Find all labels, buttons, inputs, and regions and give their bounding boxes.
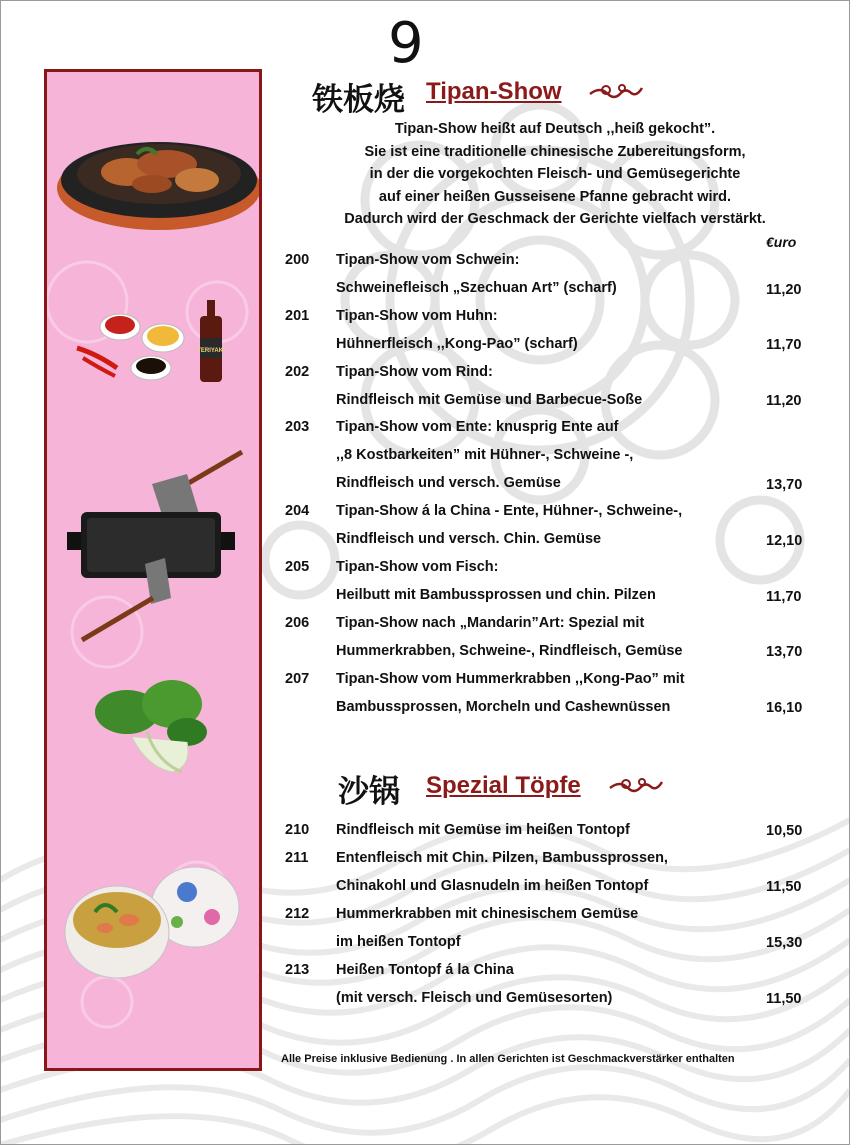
item-price: 12,10 xyxy=(766,533,803,549)
item-price: 16,10 xyxy=(766,700,803,716)
item-number: 204 xyxy=(285,503,310,519)
item-description: Rindfleisch und versch. Gemüse xyxy=(336,475,561,491)
item-description: (mit versch. Fleisch und Gemüsesorten) xyxy=(336,990,613,1006)
item-description: Tipan-Show vom Huhn: xyxy=(336,308,498,324)
item-price: 13,70 xyxy=(766,477,803,493)
item-number: 207 xyxy=(285,671,310,687)
item-number: 210 xyxy=(285,822,310,838)
item-price: 15,30 xyxy=(766,935,803,951)
item-description: Tipan-Show vom Ente: knusprig Ente auf xyxy=(336,419,619,435)
footer-note: Alle Preise inklusive Bedienung . In allen Gerichten ist Geschmackverstärker enthalten xyxy=(281,1053,735,1065)
item-price: 11,70 xyxy=(766,337,802,353)
item-price: 13,70 xyxy=(766,644,803,660)
page-number: 9 xyxy=(388,11,424,76)
item-description: Tipan-Show vom Schwein: xyxy=(336,252,520,268)
bok-choy-image xyxy=(95,680,207,772)
item-price: 11,70 xyxy=(766,589,802,605)
intro-line: Tipan-Show heißt auf Deutsch ,,heiß gekocht”. xyxy=(394,121,716,137)
item-number: 200 xyxy=(285,252,310,268)
item-description: Tipan-Show vom Fisch: xyxy=(336,559,499,575)
item-number: 211 xyxy=(285,850,309,866)
heading-chinese: 沙锅 xyxy=(338,774,400,810)
item-description: Hummerkrabben, Schweine-, Rindfleisch, Gemüse xyxy=(336,643,683,659)
item-description: Heilbutt mit Bambussprossen und chin. Pilzen xyxy=(336,587,656,603)
item-description: Entenfleisch mit Chin. Pilzen, Bambussprossen, xyxy=(336,850,668,866)
intro-line: Sie ist eine traditionelle chinesische Zubereitungsform, xyxy=(364,143,746,160)
intro-line: Dadurch wird der Geschmack der Gerichte vielfach verstärkt. xyxy=(344,211,766,228)
item-description: Rindfleisch mit Gemüse und Barbecue-Soße xyxy=(336,392,643,408)
item-description: Rindfleisch und versch. Chin. Gemüse xyxy=(336,531,602,547)
teriyaki-label: TERIYAKI xyxy=(197,348,225,354)
item-description: Bambussprossen, Morcheln und Cashewnüssen xyxy=(336,699,671,715)
currency-label: €uro xyxy=(766,234,797,250)
item-description: Schweinefleisch „Szechuan Art” (scharf) xyxy=(336,280,617,296)
item-description: Chinakohl und Glasnudeln im heißen Tontopf xyxy=(336,878,649,894)
item-price: 11,50 xyxy=(766,879,802,895)
item-price: 11,20 xyxy=(766,393,802,409)
item-description: Heißen Tontopf á la China xyxy=(336,962,514,978)
cloud-swirl-icon xyxy=(588,80,644,102)
item-description: im heißen Tontopf xyxy=(336,934,461,950)
item-description: Tipan-Show á la China - Ente, Hühner-, Schweine-, xyxy=(336,503,683,519)
item-description: ,,8 Kostbarkeiten” mit Hühner-, Schweine -, xyxy=(336,447,634,463)
item-description: Tipan-Show vom Rind: xyxy=(336,364,493,380)
item-number: 203 xyxy=(285,419,310,435)
item-price: 11,50 xyxy=(766,991,802,1007)
sizzling-plate-image xyxy=(57,142,259,230)
item-description: Tipan-Show nach „Mandarin”Art: Spezial mit xyxy=(336,615,645,631)
item-number: 206 xyxy=(285,615,310,631)
griddle-image xyxy=(67,452,242,640)
item-number: 205 xyxy=(285,559,310,575)
item-price: 11,20 xyxy=(766,282,802,298)
sidebar-illustrations xyxy=(47,72,259,1068)
clay-pot-image xyxy=(65,867,239,978)
intro-line: auf einer heißen Gusseisene Pfanne gebracht wird. xyxy=(378,188,732,205)
item-number: 212 xyxy=(285,906,310,922)
intro-line: in der die vorgekochten Fleisch- und Gemüsegerichte xyxy=(369,166,741,183)
item-description: Hummerkrabben mit chinesischem Gemüse xyxy=(336,906,639,922)
item-price: 10,50 xyxy=(766,823,803,839)
cloud-swirl-icon xyxy=(608,774,664,796)
item-number: 213 xyxy=(285,962,310,978)
item-description: Hühnerfleisch ,,Kong-Pao” (scharf) xyxy=(336,336,578,352)
item-description: Tipan-Show vom Hummerkrabben ,,Kong-Pao” mit xyxy=(336,671,685,687)
item-number: 201 xyxy=(285,308,310,324)
heading-german: Spezial Töpfe xyxy=(426,772,581,799)
image-sidebar xyxy=(44,69,262,1071)
heading-german: Tipan-Show xyxy=(426,78,562,105)
intro-paragraph xyxy=(295,118,815,231)
item-number: 202 xyxy=(285,364,310,380)
item-description: Rindfleisch mit Gemüse im heißen Tontopf xyxy=(336,822,630,838)
heading-chinese: 铁板烧 xyxy=(312,82,405,118)
